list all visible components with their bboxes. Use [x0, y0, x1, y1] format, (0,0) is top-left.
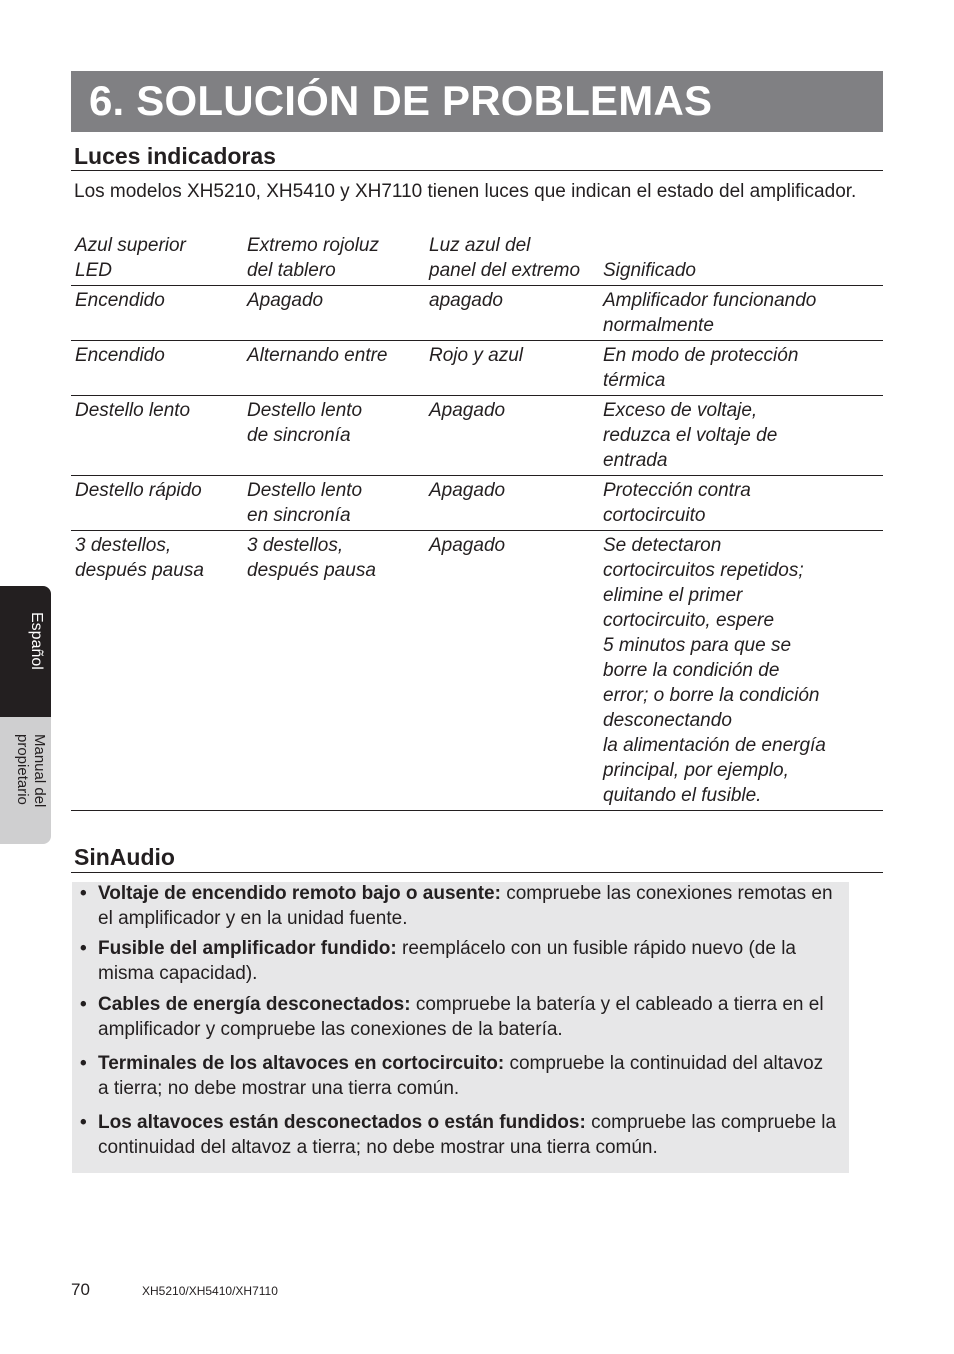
- page-title: 6. SOLUCIÓN DE PROBLEMAS: [89, 77, 713, 124]
- item-label: Terminales de los altavoces en cortocircuito:: [98, 1053, 505, 1074]
- table-cell: Destello lento en sincronía: [247, 480, 363, 526]
- column-header: Luz azul del panel del extremo: [429, 235, 581, 281]
- section-title-noaudio: SinAudio: [74, 844, 175, 870]
- table-cell: Encendido: [75, 290, 165, 311]
- manual-tab-label: Manual del propietario: [14, 734, 48, 808]
- troubleshooting-box: [72, 882, 849, 1173]
- table-cell: apagado: [429, 290, 503, 311]
- item-label: Cables de energía desconectados:: [98, 994, 411, 1015]
- table-cell: Amplificador funcionando normalmente: [603, 290, 817, 336]
- table-row: [71, 476, 883, 531]
- section-header-noaudio: [71, 844, 883, 873]
- table-cell: Apagado: [429, 480, 506, 501]
- table-row: [71, 396, 883, 476]
- page-number: 70: [71, 1280, 90, 1299]
- item-text: compruebe las compruebe la continuidad del altavoz a tierra; no debe mostrar una tierra común.: [98, 1112, 837, 1158]
- indicator-table: [71, 233, 883, 811]
- title-banner: [71, 71, 883, 132]
- intro-paragraph: Los modelos XH5210, XH5410 y XH7110 tienen luces que indican el estado del amplificador.: [74, 181, 857, 202]
- table-cell: Destello lento de sincronía: [247, 400, 363, 446]
- item-text: compruebe la continuidad del altavoz a tierra; no debe mostrar una tierra común.: [98, 1053, 824, 1099]
- item-label: Voltaje de encendido remoto bajo o ausente:: [98, 883, 501, 904]
- table-cell: Encendido: [75, 345, 165, 366]
- list-item: [72, 1111, 838, 1160]
- table-cell: Apagado: [429, 535, 506, 556]
- column-header: Extremo rojoluz del tablero: [247, 235, 379, 281]
- section-header-indicators: [71, 143, 883, 171]
- table-cell: En modo de protección térmica: [603, 345, 799, 391]
- table-cell: 3 destellos, después pausa: [75, 535, 204, 581]
- item-text: compruebe las conexiones remotas en el amplificador y en la unidad fuente.: [98, 883, 833, 929]
- item-text: reemplácelo con un fusible rápido nuevo (de la misma capacidad).: [98, 938, 796, 984]
- table-cell: Apagado: [247, 290, 324, 311]
- column-header: Significado: [603, 260, 696, 281]
- table-cell: Rojo y azul: [429, 345, 523, 366]
- item-label: Fusible del amplificador fundido:: [98, 938, 397, 959]
- table-cell: Destello lento: [75, 400, 191, 421]
- table-header-row: [71, 233, 883, 286]
- table-cell: 3 destellos, después pausa: [247, 535, 376, 581]
- table-cell: Se detectaron cortocircuitos repetidos; elimine el primer cortocircuito, espere 5 minutos para que se borre la condición de error; o borre la condición desconectando la alimentación de energía principal, por ejemplo, quitando el fusible.: [603, 535, 826, 806]
- list-item: [72, 937, 838, 986]
- language-tab-label: Español: [28, 612, 45, 670]
- column-header: Azul superior LED: [75, 235, 186, 281]
- footer-model-numbers: XH5210/XH5410/XH7110: [142, 1284, 278, 1298]
- item-label: Los altavoces están desconectados o están fundidos:: [98, 1112, 586, 1133]
- table-cell: Destello rápido: [75, 480, 202, 501]
- item-text: compruebe la batería y el cableado a tierra en el amplificador y compruebe las conexiones de la batería.: [98, 994, 824, 1040]
- list-item: [72, 1052, 838, 1101]
- table-cell: Alternando entre: [247, 345, 388, 366]
- list-item: [72, 993, 838, 1042]
- table-cell: Protección contra cortocircuito: [603, 480, 751, 526]
- list-item: [72, 882, 838, 931]
- table-cell: Apagado: [429, 400, 506, 421]
- table-row: [71, 286, 883, 341]
- table-row: [71, 341, 883, 396]
- table-row: [71, 531, 883, 811]
- table-cell: Exceso de voltaje, reduzca el voltaje de entrada: [603, 400, 778, 471]
- section-title-indicators: Luces indicadoras: [74, 143, 276, 169]
